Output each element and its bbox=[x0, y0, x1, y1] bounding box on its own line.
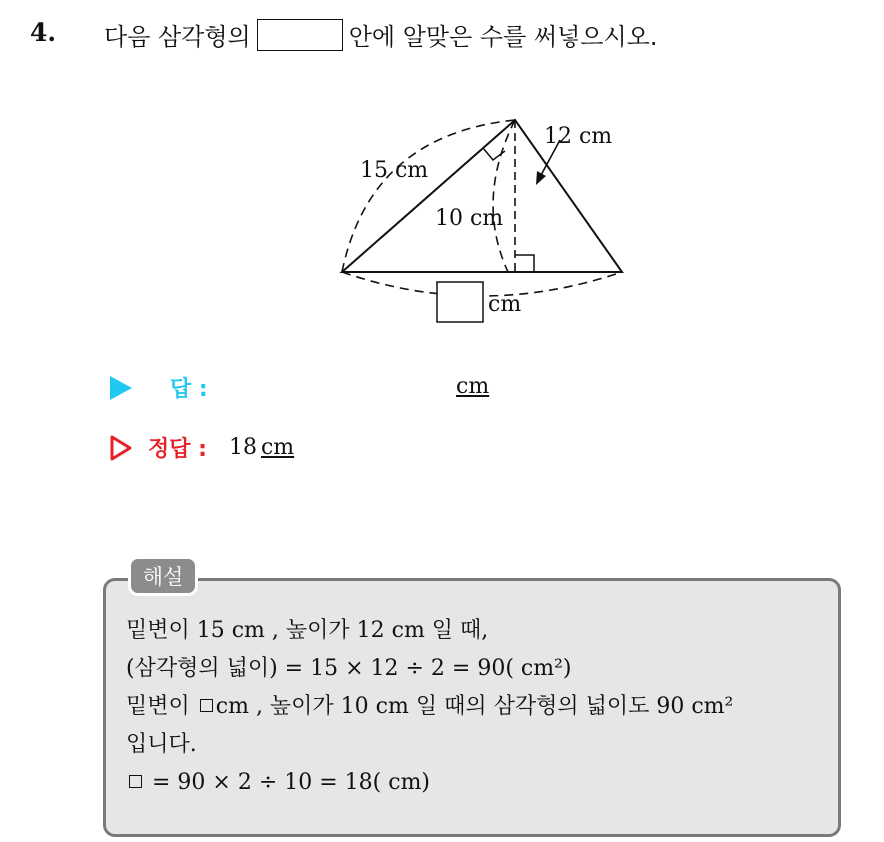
line3-before: 밑변이 bbox=[126, 694, 190, 719]
explanation-line-2: (삼각형의 넓이) = 15 × 12 ÷ 2 = 90( cm²) bbox=[126, 656, 572, 681]
base-blank-box bbox=[437, 282, 483, 322]
answer-label: 답 : bbox=[170, 377, 208, 402]
explanation-line-1: 밑변이 15 cm , 높이가 12 cm 일 때, bbox=[126, 618, 489, 643]
right-angle-base bbox=[515, 255, 534, 272]
correct-value bbox=[229, 435, 294, 460]
label-10cm: 10 cm bbox=[435, 206, 504, 231]
question-number: 4. bbox=[30, 18, 57, 47]
explanation-line-4: 입니다. bbox=[126, 732, 197, 757]
arrow-head-12 bbox=[536, 171, 546, 185]
correct-number: 18 bbox=[228, 435, 257, 460]
question-text-after: 안에 알맞은 수를 써넣으시오. bbox=[348, 23, 658, 51]
answer-row bbox=[110, 372, 208, 403]
question-text bbox=[104, 17, 657, 52]
question-blank-box bbox=[257, 19, 343, 51]
explanation-text bbox=[126, 612, 733, 802]
explanation-line-3 bbox=[126, 688, 733, 726]
label-15cm: 15 cm bbox=[360, 158, 429, 183]
label-12cm: 12 cm bbox=[544, 124, 613, 149]
outline-triangle-icon bbox=[110, 435, 132, 461]
question-text-before: 다음 삼각형의 bbox=[104, 23, 251, 51]
correct-unit: cm bbox=[260, 435, 295, 460]
explanation-line-5 bbox=[126, 764, 733, 802]
line3-after: cm , 높이가 10 cm 일 때의 삼각형의 넓이도 90 cm² bbox=[215, 694, 734, 719]
explanation-tag: 해설 bbox=[128, 556, 198, 596]
line5-text: = 90 × 2 ÷ 10 = 18( cm) bbox=[152, 770, 431, 795]
correct-label: 정답 : bbox=[148, 437, 207, 462]
label-base-cm: cm bbox=[488, 292, 522, 317]
blank-square-icon bbox=[129, 775, 142, 788]
triangle-diagram bbox=[330, 105, 630, 335]
answer-input-unit[interactable]: cm bbox=[456, 374, 490, 399]
blank-square-icon bbox=[200, 699, 213, 712]
triangle-figure bbox=[330, 105, 630, 335]
correct-answer-row bbox=[110, 432, 294, 463]
arc-height-10 bbox=[493, 120, 515, 272]
play-triangle-icon bbox=[110, 376, 132, 400]
